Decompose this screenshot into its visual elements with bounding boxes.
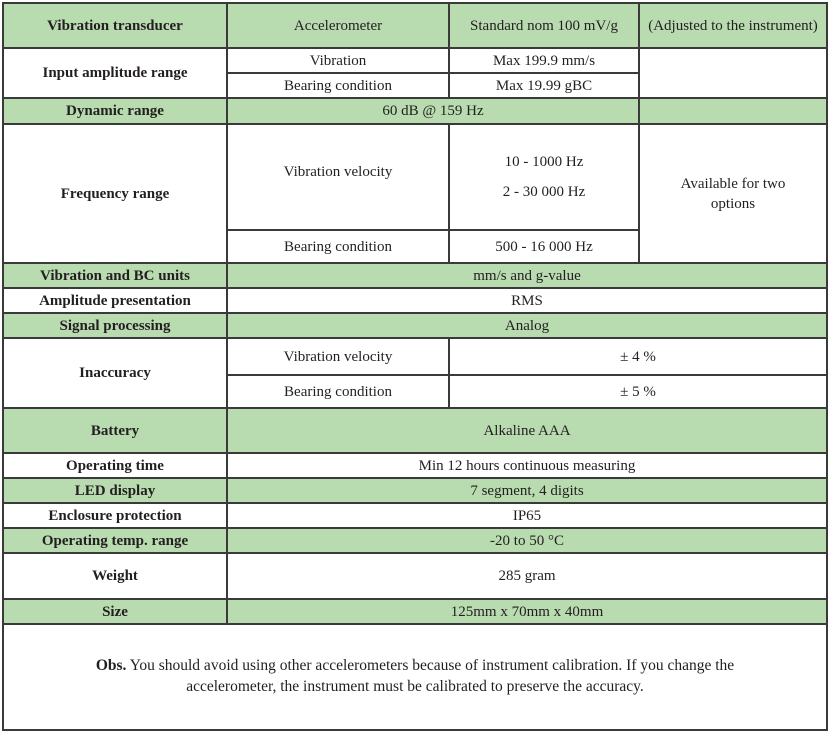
sub-label-bearing-condition: Bearing condition (227, 73, 449, 98)
row-input-amplitude-vibration (3, 48, 827, 73)
row-units (3, 263, 827, 288)
label-amplitude-presentation: Amplitude presentation (3, 288, 227, 313)
row-amplitude-presentation (3, 288, 827, 313)
value-enclosure-protection: IP65 (227, 503, 827, 528)
note-text: You should avoid using other accelerometers because of instrument calibration. If you change the accelerometer, the instrument must be calibrated to preserve the accuracy. (126, 657, 735, 695)
label-input-amplitude-range: Input amplitude range (3, 48, 227, 98)
sub-label-bearing-condition: Bearing condition (227, 230, 449, 263)
row-battery (3, 408, 827, 453)
label-operating-temp-range: Operating temp. range (3, 528, 227, 553)
value-operating-temp-range: -20 to 50 °C (227, 528, 827, 553)
label-led-display: LED display (3, 478, 227, 503)
value-bearing-frequency: 500 - 16 000 Hz (449, 230, 639, 263)
row-operating-time (3, 453, 827, 478)
label-weight: Weight (3, 553, 227, 599)
value-weight: 285 gram (227, 553, 827, 599)
empty-cell (639, 48, 827, 98)
row-operating-temp-range (3, 528, 827, 553)
label-vibration-transducer: Vibration transducer (3, 3, 227, 48)
value-velocity-frequencies (449, 124, 639, 230)
label-units: Vibration and BC units (3, 263, 227, 288)
value-inaccuracy-bearing: ± 5 % (449, 375, 827, 408)
label-dynamic-range: Dynamic range (3, 98, 227, 124)
row-weight (3, 553, 827, 599)
label-battery: Battery (3, 408, 227, 453)
value-units: mm/s and g-value (227, 263, 827, 288)
value-dynamic-range: 60 dB @ 159 Hz (227, 98, 639, 124)
calibration-note (3, 624, 827, 730)
label-operating-time: Operating time (3, 453, 227, 478)
value-inaccuracy-velocity: ± 4 % (449, 338, 827, 375)
row-note (3, 624, 827, 730)
sub-label-bearing-condition: Bearing condition (227, 375, 449, 408)
value-vibration-max: Max 199.9 mm/s (449, 48, 639, 73)
value-options-note: Available for two options (639, 124, 827, 263)
label-signal-processing: Signal processing (3, 313, 227, 338)
value-amplitude-presentation: RMS (227, 288, 827, 313)
value-transducer-spec: Standard nom 100 mV/g (449, 3, 639, 48)
value-size: 125mm x 70mm x 40mm (227, 599, 827, 624)
row-size (3, 599, 827, 624)
value-transducer-note: (Adjusted to the instrument) (639, 3, 827, 48)
value-battery: Alkaline AAA (227, 408, 827, 453)
row-led-display (3, 478, 827, 503)
row-vibration-transducer (3, 3, 827, 48)
specifications-table (2, 2, 828, 731)
sub-label-vibration-velocity: Vibration velocity (227, 338, 449, 375)
empty-cell (639, 98, 827, 124)
sub-label-vibration-velocity: Vibration velocity (227, 124, 449, 230)
value-bearing-max: Max 19.99 gBC (449, 73, 639, 98)
value-signal-processing: Analog (227, 313, 827, 338)
label-size: Size (3, 599, 227, 624)
label-inaccuracy: Inaccuracy (3, 338, 227, 408)
row-dynamic-range (3, 98, 827, 124)
sub-label-vibration: Vibration (227, 48, 449, 73)
row-enclosure-protection (3, 503, 827, 528)
row-frequency-velocity (3, 124, 827, 230)
value-frequency-option-1: 10 - 1000 Hz (504, 154, 584, 170)
value-led-display: 7 segment, 4 digits (227, 478, 827, 503)
label-frequency-range: Frequency range (3, 124, 227, 263)
value-transducer-type: Accelerometer (227, 3, 449, 48)
row-inaccuracy-velocity (3, 338, 827, 375)
value-operating-time: Min 12 hours continuous measuring (227, 453, 827, 478)
note-prefix: Obs. (95, 657, 127, 674)
value-frequency-option-2: 2 - 30 000 Hz (502, 184, 586, 200)
row-signal-processing (3, 313, 827, 338)
label-enclosure-protection: Enclosure protection (3, 503, 227, 528)
